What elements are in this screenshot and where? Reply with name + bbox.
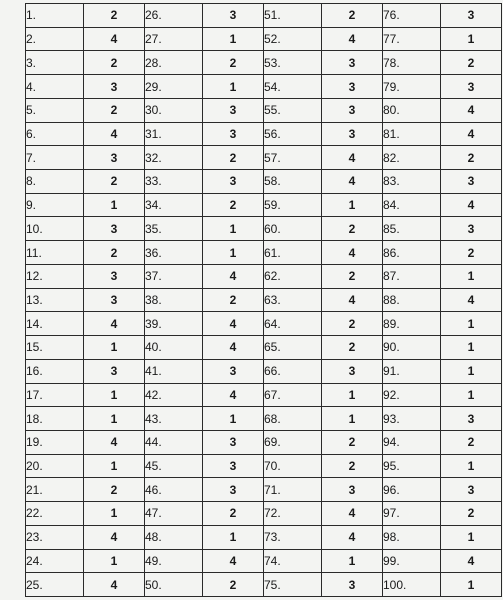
question-number: 51.: [264, 4, 322, 28]
answer-value: 2: [441, 146, 502, 170]
answer-value: 1: [441, 525, 502, 549]
answer-value: 4: [84, 573, 145, 597]
question-number: 62.: [264, 264, 322, 288]
question-number: 9.: [26, 193, 84, 217]
answer-value: 3: [322, 573, 383, 597]
question-number: 35.: [145, 217, 203, 241]
table-row: [26, 217, 502, 241]
question-number: 48.: [145, 525, 203, 549]
answer-value: 2: [203, 193, 264, 217]
answer-value: 1: [203, 241, 264, 265]
question-number: 19.: [26, 430, 84, 454]
answer-value: 1: [203, 407, 264, 431]
answer-value: 1: [441, 264, 502, 288]
table-row: [26, 430, 502, 454]
answer-value: 4: [441, 193, 502, 217]
answer-value: 2: [203, 146, 264, 170]
table-row: [26, 549, 502, 573]
answer-value: 4: [441, 288, 502, 312]
question-number: 31.: [145, 122, 203, 146]
question-number: 88.: [383, 288, 441, 312]
table-row: [26, 4, 502, 28]
question-number: 77.: [383, 27, 441, 51]
question-number: 72.: [264, 502, 322, 526]
answer-value: 1: [441, 312, 502, 336]
answer-value: 3: [441, 4, 502, 28]
question-number: 43.: [145, 407, 203, 431]
question-number: 39.: [145, 312, 203, 336]
table-row: [26, 312, 502, 336]
question-number: 24.: [26, 549, 84, 573]
question-number: 85.: [383, 217, 441, 241]
table-row: [26, 75, 502, 99]
answer-value: 2: [203, 51, 264, 75]
question-number: 71.: [264, 478, 322, 502]
answer-value: 2: [84, 170, 145, 194]
table-row: [26, 193, 502, 217]
question-number: 37.: [145, 264, 203, 288]
answer-value: 3: [203, 170, 264, 194]
answer-value: 2: [203, 573, 264, 597]
answer-value: 2: [322, 454, 383, 478]
question-number: 76.: [383, 4, 441, 28]
answer-value: 3: [203, 4, 264, 28]
question-number: 82.: [383, 146, 441, 170]
question-number: 64.: [264, 312, 322, 336]
answer-value: 2: [84, 98, 145, 122]
question-number: 89.: [383, 312, 441, 336]
question-number: 58.: [264, 170, 322, 194]
table-row: [26, 288, 502, 312]
answer-value: 2: [322, 312, 383, 336]
table-row: [26, 502, 502, 526]
question-number: 78.: [383, 51, 441, 75]
answer-value: 4: [322, 146, 383, 170]
answer-value: 3: [322, 122, 383, 146]
answer-value: 1: [441, 454, 502, 478]
question-number: 29.: [145, 75, 203, 99]
question-number: 87.: [383, 264, 441, 288]
answer-value: 3: [203, 478, 264, 502]
answer-value: 3: [84, 146, 145, 170]
answer-value: 2: [322, 336, 383, 360]
answer-value: 4: [441, 549, 502, 573]
answer-value: 4: [84, 312, 145, 336]
answer-value: 4: [322, 288, 383, 312]
question-number: 52.: [264, 27, 322, 51]
answer-value: 3: [84, 288, 145, 312]
table-row: [26, 241, 502, 265]
question-number: 80.: [383, 98, 441, 122]
answer-value: 2: [322, 430, 383, 454]
answer-value: 3: [203, 98, 264, 122]
answer-value: 2: [441, 241, 502, 265]
table-row: [26, 264, 502, 288]
question-number: 65.: [264, 336, 322, 360]
answer-value: 1: [84, 502, 145, 526]
table-row: [26, 98, 502, 122]
question-number: 93.: [383, 407, 441, 431]
question-number: 70.: [264, 454, 322, 478]
question-number: 86.: [383, 241, 441, 265]
question-number: 49.: [145, 549, 203, 573]
table-row: [26, 146, 502, 170]
answer-value: 3: [322, 51, 383, 75]
question-number: 56.: [264, 122, 322, 146]
answer-value: 2: [203, 288, 264, 312]
question-number: 46.: [145, 478, 203, 502]
answer-value: 4: [441, 98, 502, 122]
table-row: [26, 383, 502, 407]
question-number: 75.: [264, 573, 322, 597]
answer-value: 1: [84, 336, 145, 360]
answer-value: 3: [441, 407, 502, 431]
answer-value: 4: [203, 549, 264, 573]
table-row: [26, 336, 502, 360]
question-number: 60.: [264, 217, 322, 241]
answer-value: 2: [322, 4, 383, 28]
question-number: 96.: [383, 478, 441, 502]
question-number: 22.: [26, 502, 84, 526]
question-number: 94.: [383, 430, 441, 454]
answer-value: 3: [441, 75, 502, 99]
question-number: 100.: [383, 573, 441, 597]
question-number: 53.: [264, 51, 322, 75]
answer-value: 4: [203, 336, 264, 360]
answer-value: 2: [441, 430, 502, 454]
question-number: 33.: [145, 170, 203, 194]
question-number: 25.: [26, 573, 84, 597]
question-number: 34.: [145, 193, 203, 217]
answer-value: 3: [203, 430, 264, 454]
answer-value: 1: [322, 549, 383, 573]
answer-value: 4: [203, 312, 264, 336]
answer-value: 2: [441, 51, 502, 75]
answer-value: 1: [84, 407, 145, 431]
question-number: 11.: [26, 241, 84, 265]
question-number: 90.: [383, 336, 441, 360]
answer-value: 3: [84, 264, 145, 288]
answer-value: 1: [322, 407, 383, 431]
table-row: [26, 359, 502, 383]
answer-value: 1: [441, 359, 502, 383]
table-row: [26, 51, 502, 75]
question-number: 36.: [145, 241, 203, 265]
question-number: 63.: [264, 288, 322, 312]
question-number: 50.: [145, 573, 203, 597]
question-number: 95.: [383, 454, 441, 478]
answer-value: 4: [322, 27, 383, 51]
answer-rows: [26, 4, 502, 597]
answer-value: 4: [441, 122, 502, 146]
answer-value: 1: [203, 217, 264, 241]
question-number: 54.: [264, 75, 322, 99]
table-row: [26, 454, 502, 478]
table-row: [26, 170, 502, 194]
answer-value: 1: [322, 193, 383, 217]
answer-value: 4: [84, 430, 145, 454]
question-number: 18.: [26, 407, 84, 431]
question-number: 12.: [26, 264, 84, 288]
question-number: 74.: [264, 549, 322, 573]
question-number: 69.: [264, 430, 322, 454]
question-number: 30.: [145, 98, 203, 122]
question-number: 61.: [264, 241, 322, 265]
question-number: 38.: [145, 288, 203, 312]
question-number: 81.: [383, 122, 441, 146]
answer-value: 2: [441, 502, 502, 526]
answer-value: 3: [203, 122, 264, 146]
question-number: 14.: [26, 312, 84, 336]
question-number: 92.: [383, 383, 441, 407]
table-row: [26, 27, 502, 51]
question-number: 45.: [145, 454, 203, 478]
question-number: 42.: [145, 383, 203, 407]
answer-value: 2: [84, 51, 145, 75]
question-number: 32.: [145, 146, 203, 170]
answer-value: 1: [203, 525, 264, 549]
question-number: 13.: [26, 288, 84, 312]
answer-value: 1: [441, 573, 502, 597]
answer-value: 2: [84, 4, 145, 28]
answer-value: 4: [322, 502, 383, 526]
question-number: 7.: [26, 146, 84, 170]
question-number: 47.: [145, 502, 203, 526]
answer-value: 1: [322, 383, 383, 407]
question-number: 1.: [26, 4, 84, 28]
answer-value: 1: [84, 549, 145, 573]
answer-value: 3: [84, 217, 145, 241]
answer-value: 3: [441, 170, 502, 194]
answer-value: 1: [203, 75, 264, 99]
table-row: [26, 478, 502, 502]
question-number: 21.: [26, 478, 84, 502]
question-number: 57.: [264, 146, 322, 170]
question-number: 16.: [26, 359, 84, 383]
answer-value: 2: [203, 502, 264, 526]
table-row: [26, 407, 502, 431]
question-number: 91.: [383, 359, 441, 383]
answer-value: 4: [203, 383, 264, 407]
answer-value: 1: [441, 383, 502, 407]
answer-value: 4: [84, 122, 145, 146]
question-number: 10.: [26, 217, 84, 241]
answer-value: 3: [322, 98, 383, 122]
question-number: 8.: [26, 170, 84, 194]
answer-value: 2: [322, 264, 383, 288]
answer-value: 3: [203, 359, 264, 383]
answer-value: 1: [441, 336, 502, 360]
answer-key-table: [25, 3, 502, 597]
question-number: 55.: [264, 98, 322, 122]
answer-value: 3: [84, 75, 145, 99]
answer-value: 1: [203, 27, 264, 51]
answer-value: 3: [441, 217, 502, 241]
question-number: 98.: [383, 525, 441, 549]
question-number: 15.: [26, 336, 84, 360]
question-number: 97.: [383, 502, 441, 526]
question-number: 28.: [145, 51, 203, 75]
question-number: 26.: [145, 4, 203, 28]
answer-value: 3: [322, 478, 383, 502]
answer-value: 1: [84, 193, 145, 217]
answer-value: 2: [84, 478, 145, 502]
question-number: 40.: [145, 336, 203, 360]
table-row: [26, 573, 502, 597]
question-number: 73.: [264, 525, 322, 549]
question-number: 23.: [26, 525, 84, 549]
question-number: 66.: [264, 359, 322, 383]
answer-value: 4: [322, 170, 383, 194]
question-number: 68.: [264, 407, 322, 431]
question-number: 84.: [383, 193, 441, 217]
question-number: 67.: [264, 383, 322, 407]
question-number: 20.: [26, 454, 84, 478]
answer-value: 3: [203, 454, 264, 478]
question-number: 41.: [145, 359, 203, 383]
question-number: 2.: [26, 27, 84, 51]
question-number: 99.: [383, 549, 441, 573]
question-number: 3.: [26, 51, 84, 75]
answer-value: 4: [322, 525, 383, 549]
question-number: 79.: [383, 75, 441, 99]
question-number: 59.: [264, 193, 322, 217]
question-number: 5.: [26, 98, 84, 122]
answer-value: 1: [441, 27, 502, 51]
table-row: [26, 525, 502, 549]
question-number: 4.: [26, 75, 84, 99]
answer-value: 1: [84, 383, 145, 407]
question-number: 44.: [145, 430, 203, 454]
question-number: 83.: [383, 170, 441, 194]
question-number: 6.: [26, 122, 84, 146]
answer-value: 4: [84, 27, 145, 51]
answer-value: 3: [322, 359, 383, 383]
answer-value: 4: [322, 241, 383, 265]
answer-value: 3: [84, 359, 145, 383]
answer-value: 2: [84, 241, 145, 265]
answer-value: 2: [322, 217, 383, 241]
answer-value: 3: [441, 478, 502, 502]
answer-value: 4: [84, 525, 145, 549]
question-number: 17.: [26, 383, 84, 407]
question-number: 27.: [145, 27, 203, 51]
answer-value: 1: [84, 454, 145, 478]
answer-value: 3: [322, 75, 383, 99]
answer-value: 4: [203, 264, 264, 288]
table-row: [26, 122, 502, 146]
